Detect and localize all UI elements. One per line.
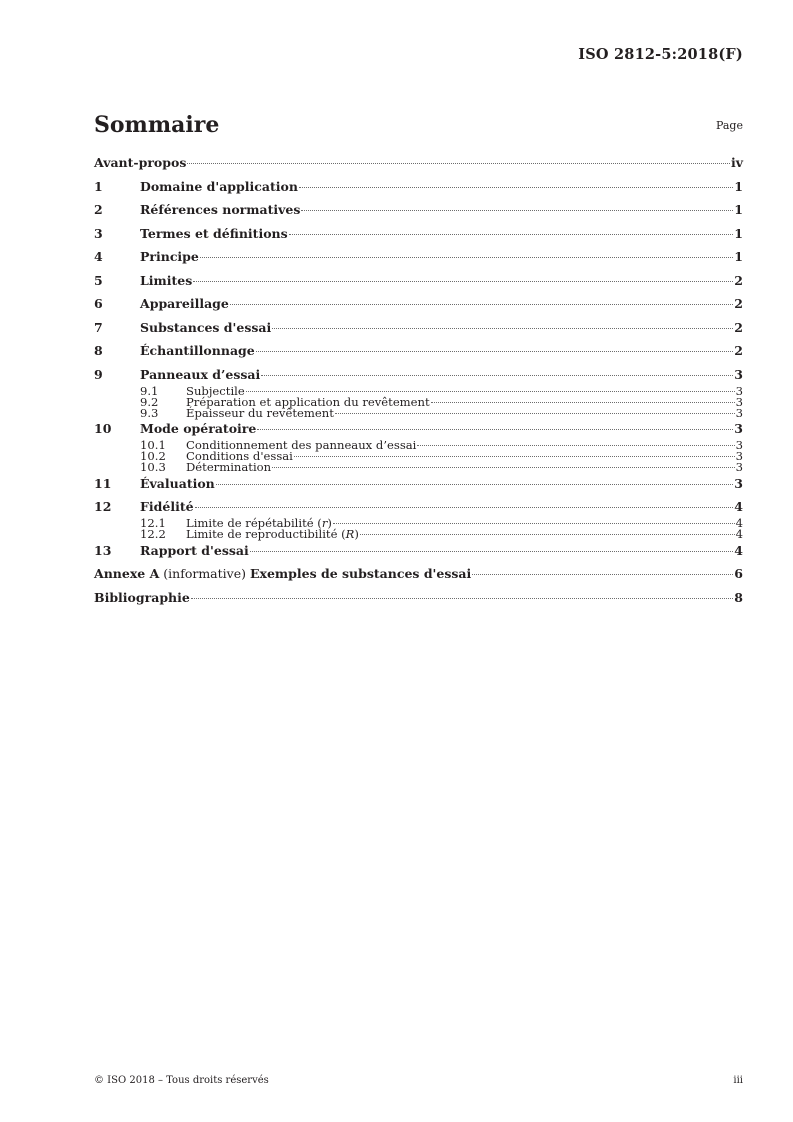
toc-entry-10-2[interactable] (94, 449, 743, 464)
dot-leader (250, 551, 734, 552)
dot-leader (335, 413, 735, 414)
annex-status: (informative) (159, 566, 250, 581)
label-text: Limite de répétabilité ( (186, 516, 322, 531)
toc-entry-10-1[interactable] (94, 438, 743, 453)
toc-entry-9-2[interactable] (94, 394, 743, 409)
toc-entry-number: 13 (94, 542, 112, 558)
annex-title: Exemples de substances d'essai (249, 566, 472, 581)
footer-copyright: © ISO 2018 – Tous droits réservés (94, 1075, 269, 1086)
dot-leader (289, 234, 734, 235)
dot-leader (417, 445, 734, 446)
toc-entry-number: 10 (94, 421, 112, 437)
toc-entry-page: 3 (735, 438, 743, 453)
toc-entry-number: 10.1 (140, 438, 166, 453)
dot-leader (187, 163, 730, 164)
toc-entry-1[interactable] (94, 179, 743, 203)
toc-title: Sommaire (94, 112, 220, 138)
page-column-label: Page (715, 119, 743, 132)
label-text-end: ) (327, 516, 332, 531)
toc-entry-number: 10.2 (140, 449, 166, 464)
toc-entry-number: 11 (94, 475, 112, 491)
toc-entry-number: 6 (94, 296, 103, 311)
toc-entry-8[interactable] (94, 343, 743, 367)
toc-entry-number: 12.2 (140, 527, 166, 542)
toc-entry-12-1[interactable] (94, 516, 743, 531)
toc-entry-label: Avant-propos (94, 155, 187, 170)
label-symbol: R (345, 527, 355, 542)
toc-entry-label: Panneaux d’essai (140, 366, 261, 382)
toc-entry-page: 1 (734, 178, 743, 194)
toc-entry-page: 3 (734, 366, 743, 382)
toc-entry-3[interactable] (94, 226, 743, 250)
toc-entry-page: 1 (734, 225, 743, 241)
toc-entry-label: Références normatives (140, 202, 301, 217)
document-id: ISO 2812-5:2018(F) (578, 46, 743, 63)
toc-entry-11[interactable] (94, 476, 743, 500)
label-text-end: ) (354, 527, 359, 542)
footer-page-number: iii (733, 1075, 743, 1086)
toc-entry-9[interactable] (94, 367, 743, 384)
toc-entry-number: 10.3 (140, 460, 166, 475)
toc-entry-page: 3 (734, 475, 743, 491)
toc-entry-number: 12 (94, 499, 112, 515)
toc-entry-number: 3 (94, 225, 103, 241)
toc-entry-label: Préparation et application du revêtement (186, 394, 430, 409)
toc-entry-4[interactable] (94, 249, 743, 273)
toc-entry-2[interactable] (94, 202, 743, 226)
toc-entry-page: 4 (735, 516, 743, 531)
toc-entry-12-2[interactable] (94, 527, 743, 542)
toc-entry-number: 2 (94, 202, 103, 217)
dot-leader (294, 456, 735, 457)
dot-leader (195, 507, 734, 508)
dot-leader (191, 598, 733, 599)
toc-entry-label: Principe (140, 249, 199, 264)
toc-entry-page: 3 (735, 383, 743, 398)
toc-entry-label (94, 566, 471, 581)
dot-leader (299, 187, 733, 188)
toc-entry-label: Mode opératoire (140, 421, 257, 437)
toc-entry-avant-propos[interactable] (94, 155, 743, 179)
toc-entry-number: 5 (94, 272, 103, 288)
toc-entry-number: 9.2 (140, 394, 159, 409)
toc-entry-page: 4 (735, 527, 743, 542)
toc-entry-13[interactable] (94, 543, 743, 567)
toc-entry-number: 9.1 (140, 383, 159, 398)
toc-entry-page: 8 (734, 589, 743, 605)
toc-entry-label: Bibliographie (94, 589, 190, 605)
label-text: Limite de reproductibilité ( (186, 527, 346, 542)
toc-entry-number: 9 (94, 366, 103, 382)
toc-entry-label: Épaisseur du revêtement (186, 405, 334, 420)
toc-entry-page: 3 (735, 460, 743, 475)
toc-entry-number: 8 (94, 343, 103, 358)
toc-entry-number: 1 (94, 178, 103, 194)
toc-entry-label: Substances d'essai (140, 319, 272, 335)
toc-entry-page: 4 (734, 499, 743, 515)
label-symbol: r (321, 516, 328, 531)
dot-leader (256, 351, 734, 352)
dot-leader (472, 574, 733, 575)
toc-entry-page: 3 (735, 394, 743, 409)
toc-entry-page: 6 (734, 566, 743, 581)
toc-entry-page: 4 (734, 542, 743, 558)
toc-entry-label: Limites (140, 272, 193, 288)
dot-leader (360, 534, 735, 535)
dot-leader (261, 375, 733, 376)
dot-leader (431, 402, 735, 403)
dot-leader (230, 304, 733, 305)
toc-entry-page: 3 (735, 449, 743, 464)
dot-leader (333, 523, 735, 524)
toc-entry-5[interactable] (94, 273, 743, 297)
toc-entry-6[interactable] (94, 296, 743, 320)
toc-entry-label: Conditions d'essai (186, 449, 293, 464)
toc-entry-label: Détermination (186, 460, 272, 475)
toc-entry-label: Subjectile (186, 383, 245, 398)
toc-entry-label: Fidélité (140, 499, 194, 515)
dot-leader (200, 257, 733, 258)
dot-leader (301, 210, 733, 211)
annex-designation: Annexe A (94, 566, 160, 581)
toc-entry-label: Termes et définitions (140, 225, 288, 241)
toc-entry-10[interactable] (94, 421, 743, 438)
toc-entry-7[interactable] (94, 320, 743, 344)
toc-entry-page: 1 (734, 202, 743, 217)
toc-entry-bibliographie[interactable] (94, 590, 743, 614)
dot-leader (216, 484, 734, 485)
toc-entry-annex-a[interactable] (94, 566, 743, 590)
dot-leader (257, 429, 733, 430)
toc-entry-9-1[interactable] (94, 383, 743, 398)
toc-entry-number: 12.1 (140, 516, 166, 531)
toc-entry-label: Domaine d'application (140, 178, 298, 194)
toc-entry-page: iv (730, 155, 743, 170)
toc-entry-page: 2 (734, 319, 743, 335)
toc-entry-number: 4 (94, 249, 103, 264)
toc-entry-page: 3 (734, 421, 743, 437)
toc-entry-label: Échantillonnage (140, 343, 255, 358)
toc-entry-label: Évaluation (140, 475, 215, 491)
toc-entry-page: 3 (735, 405, 743, 420)
dot-leader (193, 281, 733, 282)
toc-entry-page: 2 (734, 296, 743, 311)
toc-entry-label: Rapport d'essai (140, 542, 249, 558)
table-of-contents (94, 155, 743, 613)
dot-leader (272, 467, 734, 468)
toc-entry-number: 9.3 (140, 405, 159, 420)
toc-entry-page: 2 (734, 343, 743, 358)
toc-entry-label: Conditionnement des panneaux d’essai (186, 438, 417, 453)
toc-entry-10-3[interactable] (94, 460, 743, 475)
toc-entry-number: 7 (94, 319, 103, 335)
toc-entry-label: Appareillage (140, 296, 229, 311)
toc-entry-page: 1 (734, 249, 743, 264)
dot-leader (272, 328, 733, 329)
dot-leader (246, 391, 735, 392)
toc-entry-12[interactable] (94, 499, 743, 516)
toc-entry-label (186, 527, 359, 541)
toc-entry-page: 2 (734, 272, 743, 288)
